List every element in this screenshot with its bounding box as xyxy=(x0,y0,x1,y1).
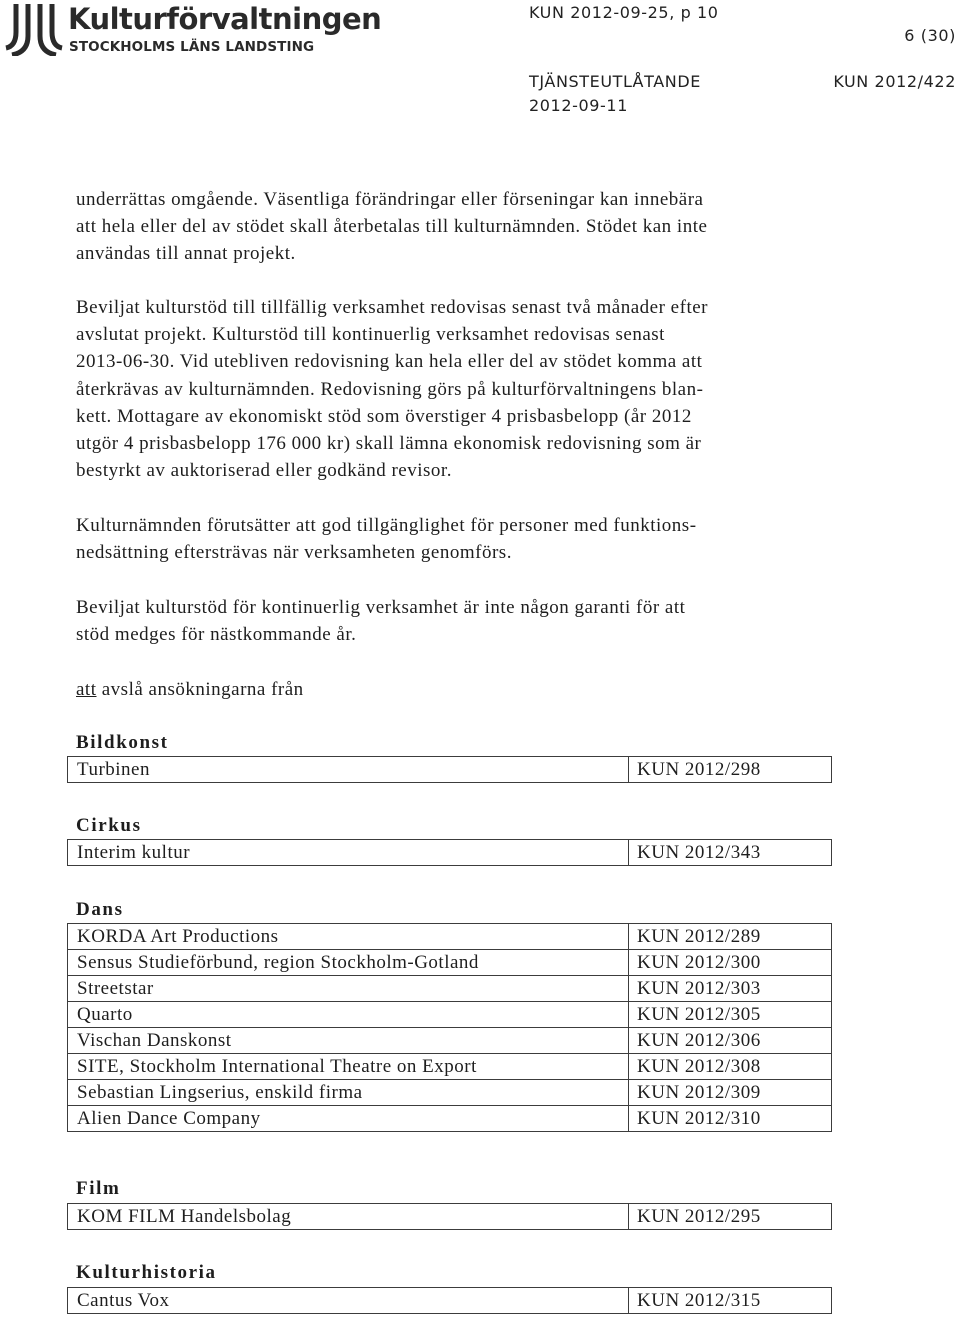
case-reference: KUN 2012/300 xyxy=(629,950,832,976)
category-heading-cirkus: Cirkus xyxy=(76,815,142,836)
case-reference: KUN 2012/306 xyxy=(629,1028,832,1054)
case-reference: KUN 2012/315 xyxy=(629,1288,832,1314)
document-date: 2012-09-11 xyxy=(529,96,628,115)
text-line: 2013-06-30. Vid utebliven redovisning kan hela eller del av stödet komma att xyxy=(76,351,703,373)
applicant-name: Sebastian Lingserius, enskild firma xyxy=(68,1080,629,1106)
table-row xyxy=(68,1204,832,1230)
case-reference: KUN 2012/289 xyxy=(629,924,832,950)
application-table-cirkus xyxy=(67,839,832,866)
case-reference: KUN 2012/303 xyxy=(629,976,832,1002)
table-row xyxy=(68,840,832,866)
table-row xyxy=(68,924,832,950)
text-line: nedsättning eftersträvas när verksamheten genomförs. xyxy=(76,542,512,564)
text-line: Beviljat kulturstöd till tillfällig verksamhet redovisas senast två månader efter xyxy=(76,297,708,318)
applicant-name: KORDA Art Productions xyxy=(68,924,629,950)
paragraph-no-guarantee xyxy=(76,594,836,648)
meeting-reference: KUN 2012-09-25, p 10 xyxy=(529,3,719,22)
decision-text: avslå ansökningarna från xyxy=(96,679,304,700)
applicant-name: Streetstar xyxy=(68,976,629,1002)
table-row xyxy=(68,757,832,783)
table-row xyxy=(68,1054,832,1080)
category-heading-film: Film xyxy=(76,1178,121,1199)
paragraph-accessibility xyxy=(76,512,836,566)
applicant-name: KOM FILM Handelsbolag xyxy=(68,1204,629,1230)
text-line: kett. Mottagare av ekonomiskt stöd som överstiger 4 prisbasbelopp (år 2012 xyxy=(76,405,692,427)
case-reference: KUN 2012/308 xyxy=(629,1054,832,1080)
table-row xyxy=(68,1288,832,1314)
organization-logo xyxy=(2,2,382,58)
text-line: att hela eller del av stödet skall återbetalas till kulturnämnden. Stödet kan inte xyxy=(76,216,708,238)
logo-org-subtitle: STOCKHOLMS LÄNS LANDSTING xyxy=(69,39,315,55)
case-reference: KUN 2012/305 xyxy=(629,1002,832,1028)
case-reference: KUN 2012/309 xyxy=(629,1080,832,1106)
case-reference: KUN 2012/298 xyxy=(629,757,832,783)
table-row xyxy=(68,1080,832,1106)
applicant-name: Cantus Vox xyxy=(68,1288,629,1314)
text-line: avslutat projekt. Kulturstöd till kontinuerlig verksamhet redovisas senast xyxy=(76,324,665,346)
table-row xyxy=(68,950,832,976)
category-heading-dans: Dans xyxy=(76,899,124,920)
category-heading-bildkonst: Bildkonst xyxy=(76,732,169,753)
application-table-film xyxy=(67,1203,832,1230)
applicant-name: Sensus Studieförbund, region Stockholm-Gotland xyxy=(68,950,629,976)
landsting-logo-icon xyxy=(2,2,66,56)
table-row xyxy=(68,976,832,1002)
text-line: utgör 4 prisbasbelopp 176 000 kr) skall lämna ekonomisk redovisning som är xyxy=(76,433,702,455)
text-line: användas till annat projekt. xyxy=(76,243,296,265)
paragraph-reporting xyxy=(76,294,836,484)
text-line: återkrävas av kulturnämnden. Redovisning görs på kulturförvaltningens blan- xyxy=(76,378,704,400)
text-line: Kulturnämnden förutsätter att god tillgänglighet för personer med funktions- xyxy=(76,515,697,536)
application-table-bildkonst xyxy=(67,756,832,783)
applicant-name: Quarto xyxy=(68,1002,629,1028)
text-line: stöd medges för nästkommande år. xyxy=(76,624,357,646)
text-line: Beviljat kulturstöd för kontinuerlig verksamhet är inte någon garanti för att xyxy=(76,597,686,618)
applicant-name: Interim kultur xyxy=(68,840,629,866)
case-reference: KUN 2012/343 xyxy=(629,840,832,866)
document-reference: KUN 2012/422 xyxy=(833,72,956,91)
table-row xyxy=(68,1002,832,1028)
decision-keyword: att xyxy=(76,679,97,700)
applicant-name: SITE, Stockholm International Theatre on Export xyxy=(68,1054,629,1080)
page-number: 6 (30) xyxy=(904,26,956,45)
decision-statement xyxy=(76,676,836,703)
logo-org-name: Kulturförvaltningen xyxy=(68,2,382,36)
applicant-name: Vischan Danskonst xyxy=(68,1028,629,1054)
document-type: TJÄNSTEUTLÅTANDE xyxy=(529,72,701,91)
application-table-kulturhistoria xyxy=(67,1287,832,1314)
applicant-name: Turbinen xyxy=(68,757,629,783)
case-reference: KUN 2012/295 xyxy=(629,1204,832,1230)
text-line: underrättas omgående. Väsentliga förändringar eller förseningar kan innebära xyxy=(76,189,704,210)
application-table-dans xyxy=(67,923,832,1132)
case-reference: KUN 2012/310 xyxy=(629,1106,832,1132)
category-heading-kulturhistoria: Kulturhistoria xyxy=(76,1262,217,1283)
text-line: bestyrkt av auktoriserad eller godkänd revisor. xyxy=(76,460,452,482)
table-row xyxy=(68,1028,832,1054)
applicant-name: Alien Dance Company xyxy=(68,1106,629,1132)
table-row xyxy=(68,1106,832,1132)
paragraph-repayment xyxy=(76,186,836,268)
